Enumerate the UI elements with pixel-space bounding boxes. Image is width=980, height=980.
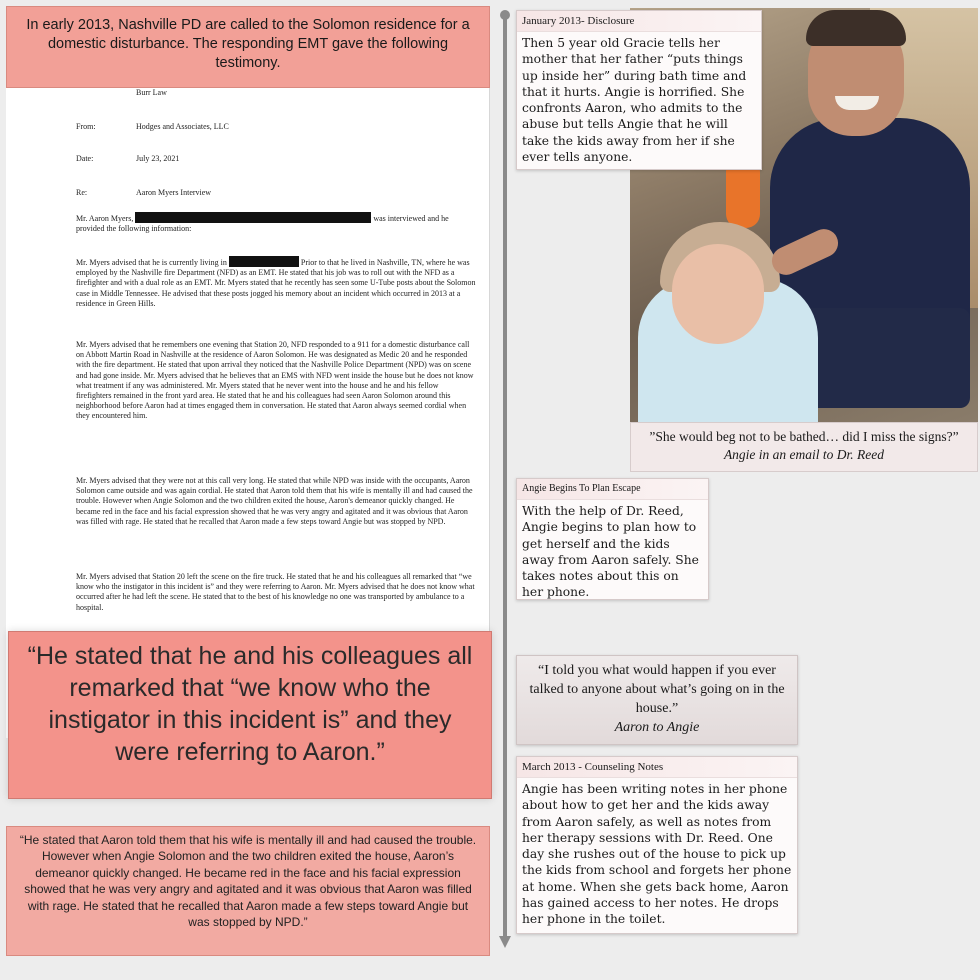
testimony-quote-text: “He stated that Aaron told them that his wife is mentally ill and had caused the trouble. However when Angie Solomon and the two children exited the house, Aaron’s demeanor quickly changed. He became red in the face and his facial expression showed that he was very angry and agitated and it was obvious that Aaron was filled with rage. He stated that he recalled that Aaron made a few steps toward Angie but was stopped by NPD.”	[19, 833, 477, 930]
redaction-bar	[135, 212, 371, 223]
timeline-card-disclosure	[516, 10, 762, 170]
letter-firm: Burr Law	[136, 88, 167, 97]
aaron-quote	[516, 655, 798, 745]
letter-re-row	[76, 188, 212, 198]
intro-text: In early 2013, Nashville PD are called to the Solomon residence for a domestic disturbance. The responding EMT gave the following testimony.	[26, 17, 470, 71]
letter-paragraph-3: Mr. Myers advised that he remembers one evening that Station 20, NFD responded to a 911 for a domestic disturbance call on Abbott Martin Road in Nashville at the residence of Aaron Solomon. He was designated as Medic 20 and he responded with the fire department. He stated that upon arrival they noticed that the Nashville Police Department (NPD) was on scene and had gone inside. Mr. Myers advised that he believes that an EMS with NFD went inside the house but he does not know what treatment if any was administered. Mr. Myers stated that he never went into the house and he and his fellow firefighters remained in the front yard area. He stated that he and his colleagues had seen Aaron Solomon around this neighborhood before Aaron had at times engaged them in conversation. He stated that Aaron always seemed cordial when they encountered him.	[76, 340, 474, 421]
timeline-arrow-icon	[499, 936, 511, 948]
card-date-tag: January 2013- Disclosure	[517, 11, 761, 32]
timeline-start-dot	[500, 10, 510, 20]
timeline-line	[503, 12, 507, 940]
letter-p1-start: Mr. Aaron Myers,	[76, 214, 134, 223]
testimony-quote	[6, 826, 490, 956]
photo-caption-attribution: Angie in an email to Dr. Reed	[723, 447, 885, 462]
card-date-tag: March 2013 - Counseling Notes	[517, 757, 797, 778]
aaron-quote-attribution: Aaron to Angie	[614, 720, 700, 735]
intro-banner	[6, 6, 490, 88]
letter-paragraph-4: Mr. Myers advised that they were not at this call very long. He stated that while NPD was inside with the occupants, Aaron Solomon came outside and was again cordial. He stated that Aaron told them that his wife is mentally ill and had caused the trouble. However when Angie Solomon and the two children exited the house, Aaron's demeanor quickly changed. He became red in the face and his facial expression showed that he was very angry and agitated and it was obvious that Aaron was filled with rage. He stated that he recalled that Aaron made a few steps toward Angie but was stopped by NPD.	[76, 476, 473, 526]
photo-caption-quote: ”She would beg not to be bathed… did I miss the signs?”	[649, 429, 959, 444]
card-body: With the help of Dr. Reed, Angie begins to plan how to get herself and the kids away from Aaron safely. She takes notes about this on her phone.	[522, 504, 699, 600]
letter-p1-end: was interviewed and he provided the following information:	[76, 214, 449, 234]
letter-paragraph-1	[76, 212, 476, 234]
letter-re-value: Aaron Myers Interview	[136, 188, 212, 197]
pull-quote	[8, 631, 492, 799]
letter-from-row	[76, 122, 229, 132]
card-body: Then 5 year old Gracie tells her mother that her father “puts things up inside her” during bath time and that it hurts. Angie is horrified. She confronts Aaron, who admits to the abuse but tells Angie that he will take the kids away from her if she ever tells anyone.	[522, 36, 747, 165]
letter-from-label: From:	[76, 122, 96, 131]
aaron-quote-text: “I told you what would happen if you ever talked to anyone about what’s going on in the house.”	[529, 663, 785, 716]
letter-date-value: July 23, 2021	[136, 154, 180, 163]
letter-p2-end: Prior to that he lived in Nashville, TN, where he was employed by the Nashville fire Department (NFD) as an EMT. He stated that his job was to roll out with the NFD as a firefighter and with a dual role as an EMT. Mr. Myers stated that he recently has seen some U-Tube posts about the Solomon case in Middle Tennessee. He advised that these posts jogged his memory about an incident which occurred in 2013 at a residence in Green Hills.	[76, 258, 476, 308]
timeline-card-escape	[516, 478, 709, 600]
redaction-bar	[229, 256, 299, 267]
letter-p2-start: Mr. Myers advised that he is currently living in	[76, 258, 227, 267]
letter-date-row	[76, 154, 180, 164]
timeline-card-counseling	[516, 756, 798, 934]
photo-man-hair	[806, 10, 906, 46]
letter-paragraph-5: Mr. Myers advised that Station 20 left the scene on the fire truck. He stated that he and his colleagues all remarked that “we know who the instigator in this incident is” and they were referring to Aaron. Mr. Myers advised that he does not know what occurred after he had left the scene. He stated that to the best of his knowledge no one was transported by ambulance to a hospital.	[76, 572, 475, 612]
letter-paragraph-2	[76, 256, 476, 309]
pull-quote-text: “He stated that he and his colleagues all remarked that “we know who the instigator in this incident is” and they were referring to Aaron.”	[27, 642, 473, 766]
card-date-tag: Angie Begins To Plan Escape	[517, 479, 708, 500]
letter-from-value: Hodges and Associates, LLC	[136, 122, 229, 131]
card-body: Angie has been writing notes in her phone about how to get her and the kids away from Aaron safely, as well as notes from her therapy sessions with Dr. Reed. One day she rushes out of the house to pick up the kids from school and forgets her phone at home. When she gets back home, Aaron has gained access to her notes. He drops her phone in the toilet.	[522, 782, 792, 927]
photo-caption	[630, 422, 978, 472]
photo-child-face	[672, 244, 764, 344]
photo-man-shorts	[800, 308, 970, 408]
letter-date-label: Date:	[76, 154, 94, 163]
letter-re-label: Re:	[76, 188, 88, 197]
